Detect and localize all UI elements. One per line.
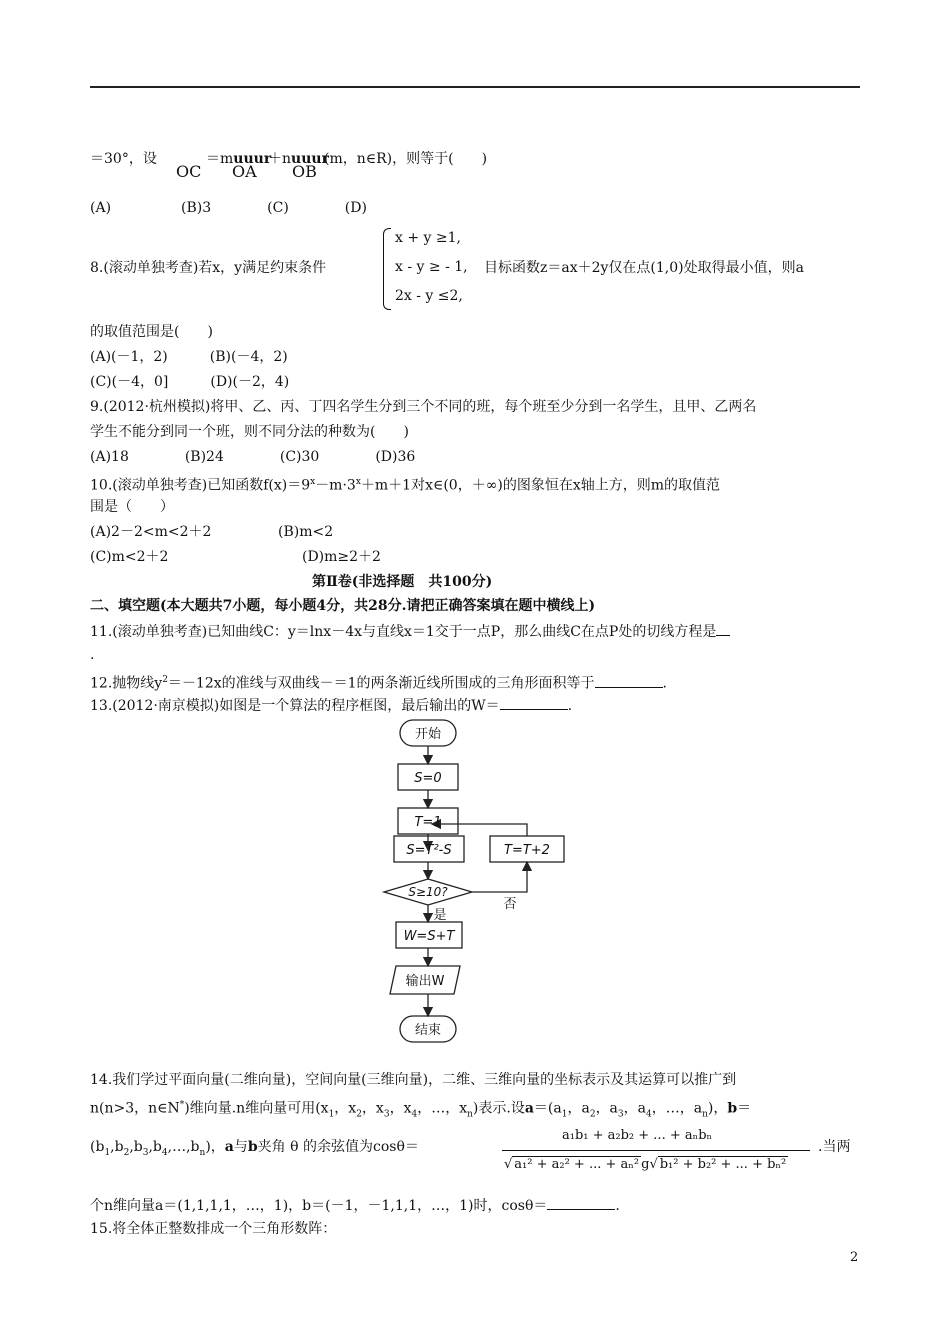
q7-tail [324, 150, 487, 168]
q14-l2-g: )表示.设 [472, 1100, 525, 1117]
q14-line3-tail: .当两 [818, 1139, 851, 1155]
q14-answer-blank[interactable] [547, 1196, 615, 1210]
q14-sub: 2 [356, 1109, 362, 1120]
q14-bold-b: b [247, 1139, 258, 1155]
q14-l3-b: ,b [110, 1139, 124, 1155]
q14-l3-a: (b [90, 1139, 105, 1155]
vector-oc [176, 150, 206, 184]
fraction-numerator: a₁b₁ + a₂b₂ + ... + aₙbₙ [562, 1128, 713, 1143]
fraction-bar [502, 1150, 810, 1151]
flow-condition-label: S≥10? [408, 885, 448, 899]
q14-sub: 4 [161, 1147, 168, 1158]
flow-no-label: 否 [503, 897, 517, 912]
q14-sub: 4 [411, 1109, 418, 1120]
q10-opt-c: (C)m<2＋2 [90, 549, 169, 565]
q14-line4 [90, 1196, 620, 1215]
q13-answer-blank[interactable] [500, 696, 568, 710]
fraction-denominator: √ a₁² + a₂² + ... + aₙ² g√ b₁² + b₂² + ... + bₙ² [504, 1157, 787, 1172]
q10-opt-b: (B)m<2 [278, 524, 334, 540]
q14-sub: n [702, 1109, 708, 1120]
q14-l2-n: ＝ [737, 1100, 752, 1117]
q7-text-c: ＋n [268, 151, 292, 167]
flowchart [370, 712, 570, 1052]
q14-l2-i: ，a [567, 1100, 590, 1117]
q14-l3-d: ,b [148, 1139, 162, 1155]
q10-line2: 围是（ ） [90, 499, 174, 515]
q14-l3-f: )， [205, 1139, 225, 1155]
q14-sub: 4 [646, 1109, 652, 1120]
vector-arrow-mark-2: uuur [291, 151, 329, 167]
den-mid: g [641, 1157, 650, 1172]
flow-output-label: 输出W [405, 974, 445, 989]
q14-sub: n [199, 1147, 206, 1158]
q14-line3 [90, 1138, 419, 1162]
q14-l2-c: ，x [334, 1100, 357, 1117]
q10-opt-a: (A)2－2<m<2＋2 [90, 524, 212, 540]
q9-line2: 学生不能分到同一个班，则不同分法的种数为( ) [90, 424, 409, 440]
q14-star: * [179, 1100, 185, 1110]
q10-line1 [90, 473, 720, 495]
flow-update-s-label: S=T²-S [406, 843, 452, 858]
q14-l4-text: 个n维向量a＝(1,1,1,1，…，1)，b＝(－1，－1,1,1，…，1)时，cosθ＝ [90, 1198, 548, 1214]
q13-text: 13.(2012·南京模拟)如图是一个算法的程序框图，最后输出的W＝ [90, 698, 500, 714]
q10-exp-1: x [310, 477, 316, 487]
constraint-2: x - y ≥ - 1, [395, 259, 468, 275]
q14-l3-e: ,…,b [167, 1139, 200, 1155]
vector-oa [232, 150, 262, 184]
q14-l2-m: )， [707, 1100, 728, 1117]
q14-l2-k: ，a [623, 1100, 647, 1117]
q9-options: (A)18 (B)24 (C)30 (D)36 [90, 449, 416, 465]
q7-text-d: (m，n∈R)，则等于( ) [324, 151, 488, 167]
q10-exp-2: x [355, 477, 361, 487]
q11-line2: . [90, 647, 95, 663]
q15-line: 15.将全体正整数排成一个三角形数阵： [90, 1221, 337, 1237]
q14-l2-d: ，x [361, 1100, 384, 1117]
q11-line1 [90, 622, 730, 641]
q14-sub: 3 [142, 1147, 149, 1158]
q7-text-b: ＝m [206, 151, 234, 167]
q14-sub: 1 [328, 1109, 335, 1120]
q14-line2 [90, 1096, 751, 1123]
vector-arrow-mark: uuur [233, 151, 272, 167]
q12-line [90, 671, 667, 693]
q8-suffix: 目标函数z＝ax＋2y仅在点(1,0)处取得最小值，则a [484, 260, 804, 276]
q14-bold-b: b [727, 1100, 738, 1117]
q14-l3-g: 与 [233, 1139, 248, 1155]
q14-l2-b: )维向量.n维向量可用(x [184, 1100, 329, 1117]
q14-l2-a: n(n>3，n∈N [90, 1100, 180, 1117]
header-rule [90, 86, 860, 88]
q14-sub: 3 [617, 1109, 624, 1120]
q12-answer-blank[interactable] [595, 674, 663, 688]
den-sqrt-a: a₁² + a₂² + ... + aₙ² [514, 1157, 640, 1172]
q14-sub: 2 [123, 1147, 130, 1158]
q14-l2-e: ，x [389, 1100, 412, 1117]
q7-line [90, 150, 157, 168]
q8-prefix: 8.(滚动单独考查)若x，y满足约束条件 [90, 260, 327, 276]
left-brace [383, 228, 391, 310]
q7-options: (A) (B)3 (C) (D) [90, 200, 367, 216]
constraint-3: 2x - y ≤2, [395, 288, 463, 304]
q10-opt-d: (D)m≥2＋2 [302, 549, 381, 565]
vector-oc-label: OC [176, 162, 202, 181]
q10-text-a: 10.(滚动单独考查)已知函数f(x)＝9 [90, 477, 311, 494]
q14-sub: 1 [104, 1147, 111, 1158]
q14-sub: 2 [589, 1109, 596, 1120]
flow-update-t-label: T=T+2 [504, 843, 550, 858]
q8-options-ab: (A)(－1，2) (B)(－4，2) [90, 349, 288, 365]
q11-answer-blank[interactable] [716, 622, 730, 636]
page-number: 2 [850, 1250, 859, 1265]
section-heading: 二、填空题(本大题共7小题，每小题4分，共28分.请把正确答案填在题中横线上) [90, 598, 596, 614]
den-sqrt-b: b₁² + b₂² + ... + bₙ² [659, 1157, 787, 1172]
q10-text-b: －m·3 [315, 477, 356, 494]
q14-line1: 14.我们学过平面向量(二维向量)，空间向量(三维向量)，二维、三维向量的坐标表示及其运算可以推广到 [90, 1072, 737, 1088]
flow-t1-label: T=1 [414, 815, 442, 830]
flow-s0-label: S=0 [414, 771, 442, 786]
q14-bold-a: a [224, 1139, 234, 1155]
flow-yes-label: 是 [433, 908, 447, 923]
section-title: 第Ⅱ卷(非选择题 共100分) [312, 574, 493, 590]
vector-ob-label: OB [292, 162, 317, 181]
q14-l2-f: ，…，x [417, 1100, 468, 1117]
q14-l3-c: ,b [129, 1139, 143, 1155]
q12-end: . [662, 675, 667, 692]
q14-sub: n [467, 1109, 473, 1120]
flow-start-label: 开始 [414, 727, 442, 742]
q14-l2-h: ＝(a [533, 1100, 562, 1117]
q12-text-b: ＝－12x的准线与双曲线－＝1的两条渐近线所围成的三角形面积等于 [167, 675, 595, 692]
q12-exp: 2 [162, 675, 168, 685]
q7-text-a: ＝30°，设 [90, 151, 157, 167]
flow-end-label: 结束 [414, 1023, 442, 1038]
flow-w-label: W=S+T [403, 929, 455, 944]
vector-ob [292, 150, 322, 184]
q9-line1: 9.(2012·杭州模拟)将甲、乙、丙、丁四名学生分到三个不同的班，每个班至少分到一名学生，且甲、乙两名 [90, 399, 757, 415]
q12-text-a: 12.抛物线y [90, 675, 163, 692]
constraint-system [383, 226, 483, 312]
q14-l3-h: 夹角 θ 的余弦值为cosθ＝ [257, 1139, 419, 1155]
q11-text: 11.(滚动单独考查)已知曲线C：y＝lnx－4x与直线x＝1交于一点P，那么曲线C在点P处的切线方程是 [90, 624, 717, 640]
q10-text-c: ＋m＋1对x∈(0，＋∞)的图象恒在x轴上方，则m的取值范 [360, 477, 721, 494]
cosine-fraction [502, 1126, 812, 1186]
q14-bold-a: a [524, 1100, 534, 1117]
vector-oa-label: OA [232, 162, 257, 181]
q8-cont: 的取值范围是( ) [90, 324, 213, 340]
q14-end: . [615, 1198, 620, 1214]
q14-sub: 1 [561, 1109, 568, 1120]
q13-end: . [567, 698, 573, 714]
q14-l2-j: ，a [595, 1100, 618, 1117]
q8-options-cd: (C)(－4，0] (D)(－2，4) [90, 374, 290, 390]
constraint-1: x + y ≥1, [395, 230, 461, 246]
q14-sub: 3 [383, 1109, 390, 1120]
q14-l2-l: ，…，a [651, 1100, 703, 1117]
